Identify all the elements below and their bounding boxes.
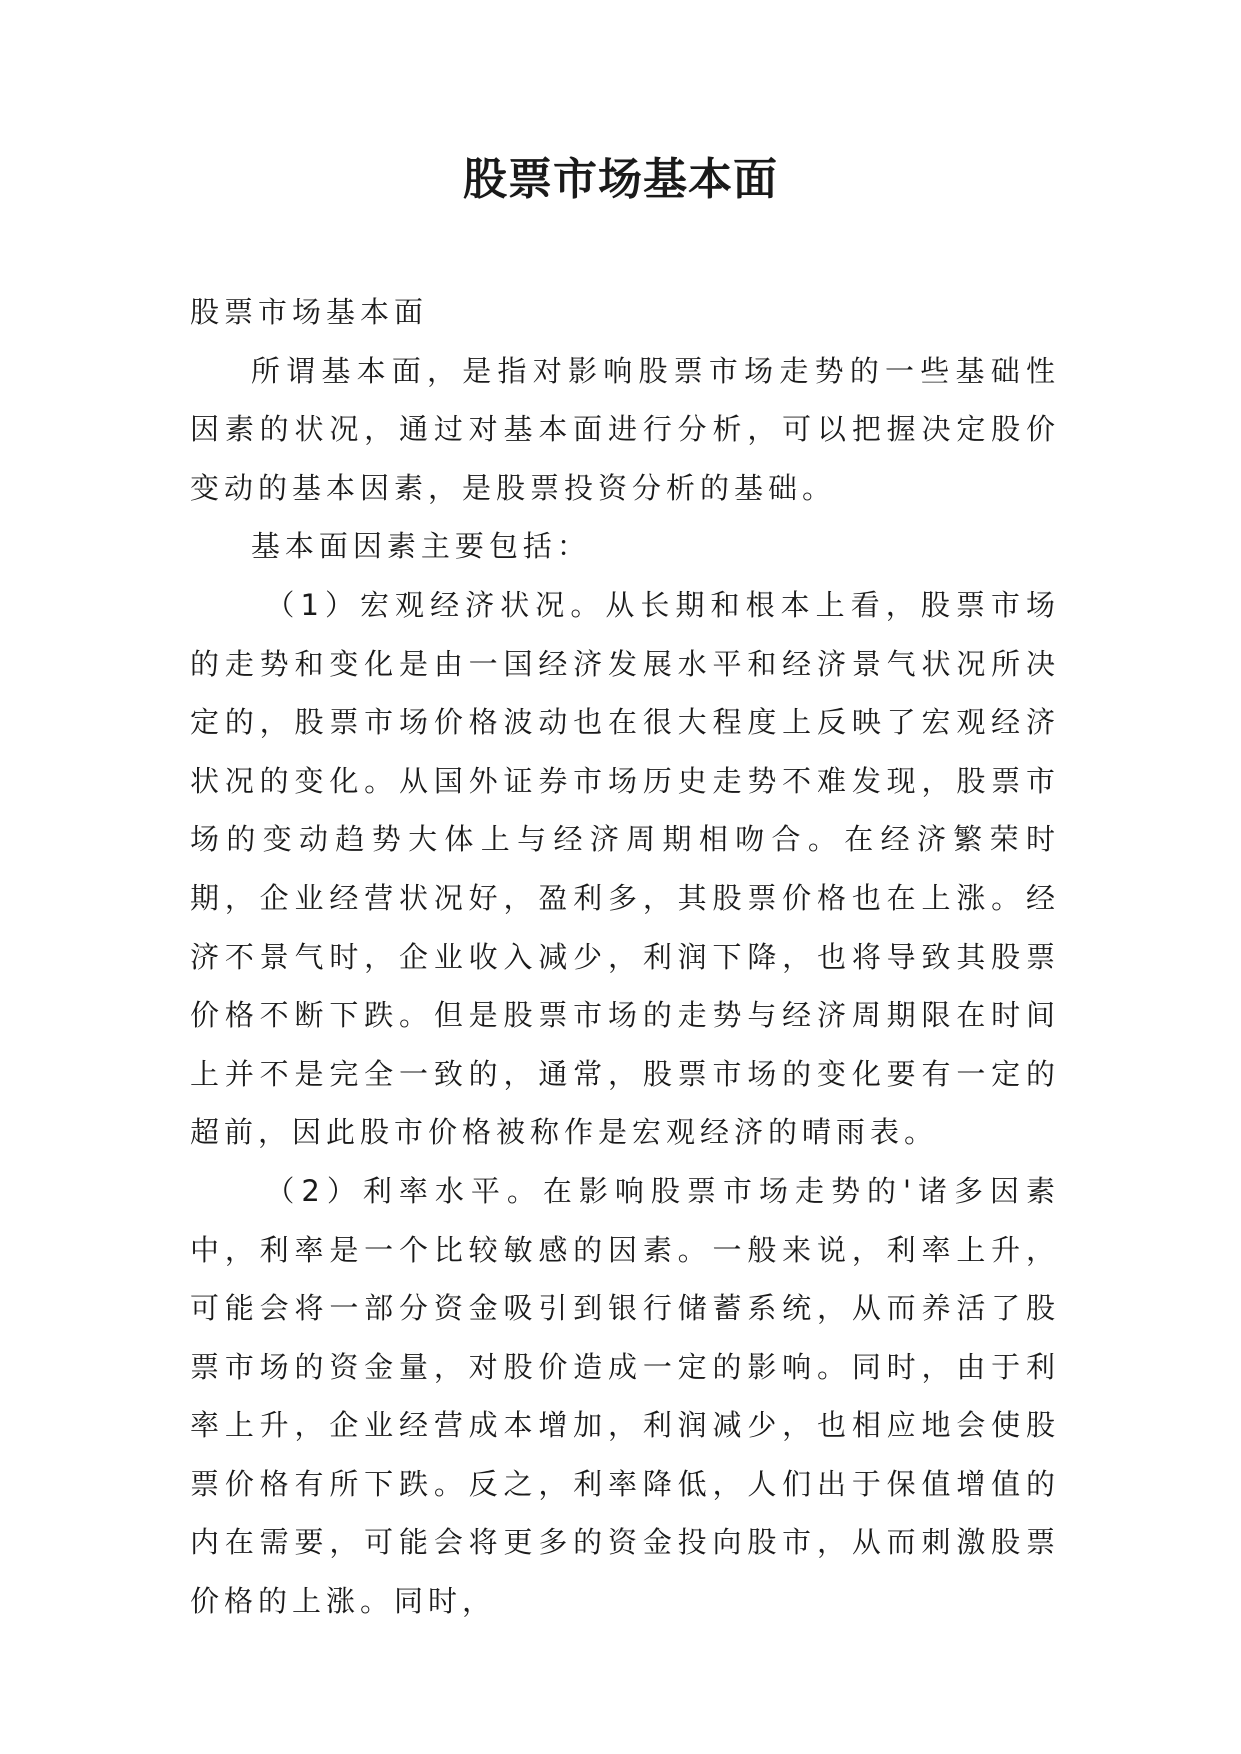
paragraph-factors-intro: 基本面因素主要包括： bbox=[250, 529, 591, 564]
paragraph-macro-economy: （1）宏观经济状况。从长期和根本上看，股票市场的走势和变化是由一国经济发展水平和经济景气状况所决定的，股票市场价格波动也在很大程度上反映了宏观经济状况的变化。从国外证券市场历史走势不难发现，股票市场的变动趋势大体上与经济周期相吻合。在经济繁荣时期，企业经营状况好，盈利多，其股票价格也在上涨。经济不景气时，企业收入减少，利润下降，也将导致其股票价格不断下跌。但是股票市场的走势与经济周期限在时间上并不是完全一致的，通常，股票市场的变化要有一定的超前，因此股市价格被称作是宏观经济的晴雨表。 bbox=[190, 587, 1060, 1150]
document-body bbox=[190, 283, 1060, 1631]
body-heading: 股票市场基本面 bbox=[190, 295, 429, 329]
paragraph-definition: 所谓基本面，是指对影响股票市场走势的一些基础性因素的状况，通过对基本面进行分析，可以把握决定股价变动的基本因素，是股票投资分析的基础。 bbox=[190, 353, 1060, 505]
paragraph-interest-rate: （2）利率水平。在影响股票市场走势的'诸多因素中，利率是一个比较敏感的因素。一般来说，利率上升，可能会将一部分资金吸引到银行储蓄系统，从而养活了股票市场的资金量，对股价造成一定的影响。同时，由于利率上升，企业经营成本增加，利润减少，也相应地会使股票价格有所下跌。反之，利率降低，人们出于保值增值的内在需要，可能会将更多的资金投向股市，从而刺激股票价格的上涨。同时， bbox=[190, 1173, 1060, 1619]
document-title: 股票市场基本面 bbox=[463, 154, 778, 205]
